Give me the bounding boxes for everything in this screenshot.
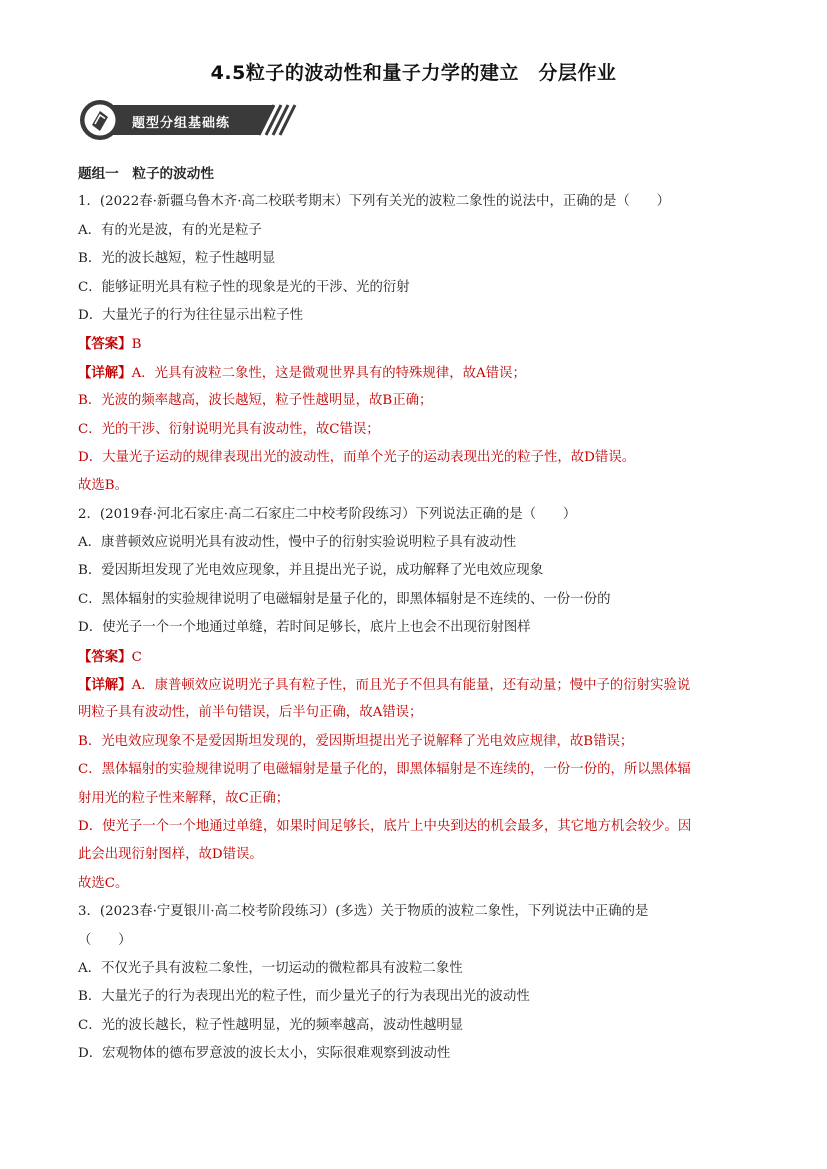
line-text: 2．(2019春·河北石家庄·高二石家庄二中校考阶段练习）下列说法正确的是（ ） bbox=[78, 506, 577, 522]
line-text: A．康普顿效应说明光子具有粒子性，而且光子不但具有能量，还有动量；慢中子的衍射实验说 bbox=[131, 678, 691, 694]
text-line bbox=[78, 983, 758, 1011]
text-line bbox=[78, 699, 758, 727]
text-line bbox=[78, 756, 758, 784]
answer-tag: 【详解】 bbox=[78, 364, 132, 381]
banner-label: 题型分组基础练 bbox=[132, 116, 231, 131]
text-line bbox=[78, 1012, 758, 1040]
line-text: B．光波的频率越高，波长越短，粒子性越明显，故B正确； bbox=[78, 393, 433, 409]
line-text: C．黑体辐射的实验规律说明了电磁辐射是量子化的，即黑体辐射是不连续的，一份一份的，所以黑体辐 bbox=[78, 762, 691, 778]
text-line bbox=[78, 387, 758, 415]
line-text: （ ） bbox=[78, 932, 132, 948]
line-text: 故选B。 bbox=[78, 478, 129, 494]
text-line bbox=[78, 416, 758, 444]
page-title: 4.5粒子的波动性和量子力学的建立 分层作业 bbox=[210, 62, 617, 84]
text-line bbox=[78, 813, 758, 841]
line-text: C．黑体辐射的实验规律说明了电磁辐射是量子化的，即黑体辐射是不连续的、一份一份的 bbox=[78, 591, 611, 607]
line-text: C．能够证明光具有粒子性的现象是光的干涉、光的衍射 bbox=[78, 279, 410, 295]
text-line bbox=[78, 955, 758, 983]
text-line bbox=[78, 785, 758, 813]
line-text: A．康普顿效应说明光具有波动性，慢中子的衍射实验说明粒子具有波动性 bbox=[78, 535, 517, 551]
line-text: B．爱因斯坦发现了光电效应现象，并且提出光子说，成功解释了光电效应现象 bbox=[78, 563, 544, 579]
text-line bbox=[78, 245, 758, 273]
answer-tag: 【答案】 bbox=[78, 336, 132, 353]
document-body bbox=[78, 160, 758, 1069]
line-text: B bbox=[131, 337, 142, 353]
text-line bbox=[78, 1040, 758, 1068]
line-text: C bbox=[131, 649, 142, 665]
line-text: 1．(2022春·新疆乌鲁木齐·高二校联考期末）下列有关光的波粒二象性的说法中，正确的是（ ） bbox=[78, 194, 670, 210]
line-text: B．光电效应现象不是爱因斯坦发现的，爱因斯坦提出光子说解释了光电效应规律，故B错误； bbox=[78, 733, 634, 749]
text-line bbox=[78, 557, 758, 585]
line-text: 故选C。 bbox=[78, 875, 129, 891]
text-line bbox=[78, 870, 758, 898]
text-line bbox=[78, 898, 758, 926]
text-line bbox=[78, 586, 758, 614]
text-line bbox=[78, 927, 758, 955]
line-text: D．大量光子的行为往往显示出粒子性 bbox=[78, 307, 303, 323]
text-line bbox=[78, 472, 758, 500]
line-text: D．使光子一个一个地通过单缝，如果时间足够长，底片上中央到达的机会最多，其它地方机会较少。因 bbox=[78, 818, 692, 834]
line-text: 此会出现衍射图样，故D错误。 bbox=[78, 847, 263, 863]
line-text: B．大量光子的行为表现出光的粒子性，而少量光子的行为表现出光的波动性 bbox=[78, 989, 530, 1005]
text-line bbox=[78, 359, 758, 387]
answer-tag: 【详解】 bbox=[78, 677, 132, 694]
line-text: A．不仅光子具有波粒二象性，一切运动的微粒都具有波粒二象性 bbox=[78, 960, 463, 976]
line-text: D．宏观物体的德布罗意波的波长太小，实际很难观察到波动性 bbox=[78, 1046, 451, 1062]
line-text: D．使光子一个一个地通过单缝，若时间足够长，底片上也会不出现衍射图样 bbox=[78, 620, 531, 636]
text-line bbox=[78, 671, 758, 699]
text-line bbox=[78, 614, 758, 642]
line-text: 题组一 粒子的波动性 bbox=[78, 166, 214, 182]
line-text: 3．(2023春·宁夏银川·高二校考阶段练习）(多选）关于物质的波粒二象性，下列说法中正确的是 bbox=[78, 904, 649, 920]
text-line bbox=[78, 160, 758, 188]
text-line bbox=[78, 841, 758, 869]
text-line bbox=[78, 501, 758, 529]
text-line bbox=[78, 188, 758, 216]
line-text: A．有的光是波，有的光是粒子 bbox=[78, 222, 262, 238]
line-text: D．大量光子运动的规律表现出光的波动性，而单个光子的运动表现出光的粒子性，故D错误。 bbox=[78, 449, 636, 465]
text-line bbox=[78, 330, 758, 358]
line-text: 明粒子具有波动性，前半句错误，后半句正确，故A错误； bbox=[78, 705, 423, 721]
text-line bbox=[78, 529, 758, 557]
text-line bbox=[78, 643, 758, 671]
line-text: 射用光的粒子性来解释，故C正确； bbox=[78, 790, 290, 806]
text-line bbox=[78, 274, 758, 302]
text-line bbox=[78, 217, 758, 245]
answer-tag: 【答案】 bbox=[78, 648, 132, 665]
line-text: C．光的波长越长，粒子性越明显，光的频率越高，波动性越明显 bbox=[78, 1017, 464, 1033]
text-line bbox=[78, 444, 758, 472]
text-line bbox=[78, 728, 758, 756]
line-text: C．光的干涉、衍射说明光具有波动性，故C错误； bbox=[78, 421, 380, 437]
line-text: B．光的波长越短，粒子性越明显 bbox=[78, 251, 276, 267]
line-text: A．光具有波粒二象性，这是微观世界具有的特殊规律，故A错误； bbox=[131, 365, 526, 381]
text-line bbox=[78, 302, 758, 330]
